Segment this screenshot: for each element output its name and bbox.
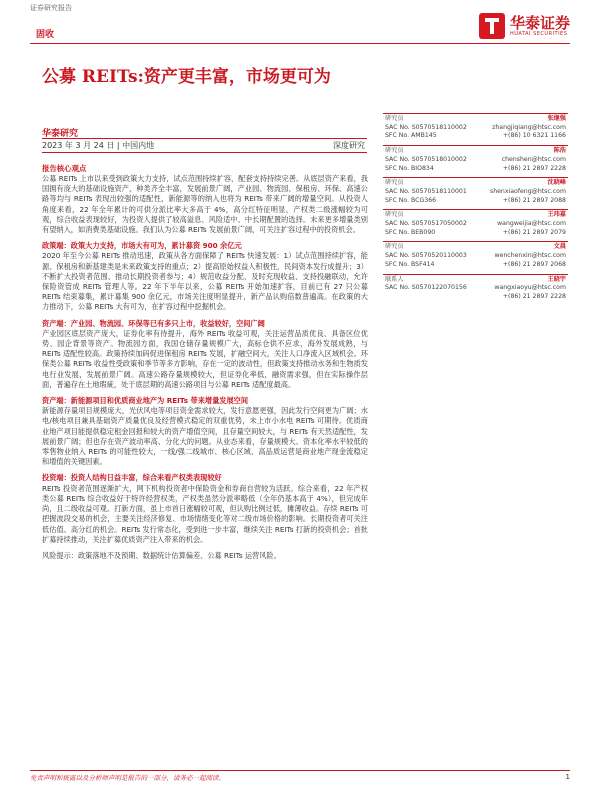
analyst-phone: +(86) 21 2897 2079 bbox=[502, 228, 566, 236]
section-body: 产业园区底层资产庞大，证券化率有待提升，海外 REITs 收益可观，关注运营品质优良、具备区位优势、园企背景等资产。物流园方面，我国仓储存量规模广大，高标仓供不应求，海外发展成熟，与 REITs 适配性较高。政策持续加码促进保租房 REITs 发展，扩融空间大，关注人口净流入区域机会。环保类公募 REITs 收益性受政策和季节等多方影响，存在一定的波动性，但政策支持推动水务和生物质发电行业发展，发展前景广阔。高速公路存量规模较大，但证券化率低，融资需求强，但在实际操作层面，普遍存在土地瑕疵，处于底层期的高速公路项目与公募 REITs 适配度最高。 bbox=[42, 328, 368, 389]
logo-name-cn: 华泰证券 bbox=[509, 14, 570, 32]
sac-number: S0570122070156 bbox=[411, 284, 467, 292]
report-kind: 深度研究 bbox=[333, 141, 365, 150]
analyst-role: 研究员 bbox=[385, 243, 404, 251]
sfc-label: SFC No. bbox=[385, 132, 410, 140]
section-body: 公募 REITs 上市以来受到政策大力支持，试点范围持续扩容，配套支持持续完善。从底层资产来看，我国拥有庞大的基础设施资产，种类齐全丰富，发展前景广阔，产业园、物流园、保租房、环保、高速公路等均与 REITs 表现出较强的适配性，新能源等的纳入也将为 REITs 带来广阔的增量空间。从投资人角度来看，22 年全年累计的可供分派比率大多高于 4%，高分红特征明显，产权类二级涨幅较为可观，综合收益表现较好，为投资人提供了较高溢息、风险适中、中长期配置的选择。未来更多增量类别有望纳入，如消费类基础设施。我们认为公募 REITs 发展前景广阔，可关注扩容过程中的投资机会。 bbox=[42, 174, 368, 235]
analyst-email[interactable]: wangxiaoyu@htsc.com bbox=[494, 284, 566, 292]
analyst-name: 文晨 bbox=[553, 243, 566, 251]
analyst-phone: +(86) 21 2897 2228 bbox=[502, 164, 566, 172]
sfc-label: SFC No. bbox=[385, 164, 410, 172]
page-number: 1 bbox=[565, 773, 570, 781]
header-divider bbox=[30, 43, 570, 44]
report-title: 公募 REITs:资产更丰富，市场更可为 bbox=[42, 67, 331, 87]
sfc-number: BSF414 bbox=[411, 260, 435, 268]
sac-label: SAC No. bbox=[385, 155, 410, 163]
analyst-phone: +(86) 21 2897 2228 bbox=[502, 292, 566, 300]
sac-number: S0570518110002 bbox=[411, 123, 467, 131]
main-content bbox=[42, 163, 368, 565]
analyst-card bbox=[383, 274, 568, 306]
sfc-label: SFC No. bbox=[385, 228, 410, 236]
section-heading: 投资端：投资人结构日益丰富，综合来看产权类表现较好 bbox=[42, 473, 222, 483]
huatai-logo-icon bbox=[479, 13, 505, 39]
section-tag: 固收 bbox=[36, 30, 55, 40]
sac-number: S0570518110001 bbox=[411, 187, 467, 195]
analyst-card bbox=[383, 145, 568, 177]
analyst-name: 沈晓峰 bbox=[547, 179, 566, 187]
sac-label: SAC No. bbox=[385, 284, 410, 292]
sac-number: S0570518010002 bbox=[411, 155, 467, 163]
sfc-number: BCG366 bbox=[411, 196, 437, 204]
section-heading: 政策端：政策大力支持，市场大有可为，累计募资 900 余亿元 bbox=[42, 241, 242, 251]
analyst-email[interactable]: chenshen@htsc.com bbox=[501, 155, 566, 163]
section-body: 新能源存量项目规模庞大，光伏风电等项目资金需求较大，发行意愿更强，因此发行空间更为广阔；水电/核电项目兼具基础资产质量优良及经营模式稳定的双重优势，未上市小水电 REITs 可期待。优质商业地产项目能提供稳定租金回报和较大的资产增值空间，且存量空间较大，与 REITs 有天然适配性，发展前景广阔；但也存在资产波动率高、分化大的问题。从业态来看，存量规模大、资本化率水平较低的零售物业纳入 REITs 的可能性较大，一线/强二线城市、核心区域、高品质运营是商业地产现金流稳定和增值的关键因素。 bbox=[42, 406, 368, 467]
sac-number: S0570517050002 bbox=[411, 220, 467, 228]
section-heading: 资产端：产业园、物流园、环保等已有多只上市，收益较好，空间广阔 bbox=[42, 318, 265, 328]
sac-label: SAC No. bbox=[385, 123, 410, 131]
analyst-name: 王晓宇 bbox=[547, 275, 566, 283]
sac-label: SAC No. bbox=[385, 187, 410, 195]
logo bbox=[479, 13, 570, 39]
analyst-email[interactable]: wangweijia@htsc.com bbox=[497, 220, 566, 228]
sac-label: SAC No. bbox=[385, 252, 410, 260]
section-body: 2020 年至今公募 REITs 推动迅速，政策从各方面保障了 REITs 快速发展：1）试点范围持续扩容，能源、保租房和新基建类是未来政策支持的重点；2）提高原始权益人积极性，民间资本发行成提升；3）不断扩大投资者范围、推动长期投资者参与；4）规范收益分配、及时充现收益、支持投融联动，允许保险资管成 REITs 管理人等。22 年下半年以来，公募 REITs 开始加速扩容，目前已有 27 只公募 REITs 结束募集，累计募集 900 余亿元，市场关注度明显提升，新产品认购倍数普遍高。在政策的大力推动下，公募 REITs 大有可为，在扩容过程中挖掘机会。 bbox=[42, 251, 368, 312]
sfc-number: BIO834 bbox=[411, 164, 434, 172]
analyst-name: 陈浩 bbox=[553, 147, 566, 155]
analyst-email[interactable]: zhangjiqiang@htsc.com bbox=[492, 123, 566, 131]
dateline: 2023 年 3 月 24 日 | 中国内地 深度研究 bbox=[42, 138, 367, 153]
analyst-card bbox=[383, 113, 568, 145]
section-body: REITs 投资者范围逐渐扩大，网下机构投资者中保险资金和券商自营较为活跃。综合来看，22 年产权类公募 REITs 综合收益好于特许经营权类，产权类虽然分派率略低（全年仍基本高于 4%），但完成年尚，且二级收益可观。打新方面，虽上市首日涨幅较可观，但认购比例过低，摊薄收益。存续 REITs 可把握波段交易的机会，主要关注经济修复、市场情绪变化等对二级市场价格的影响。长期投资者可关注低估值、高分红的机会。REITs 发行常态化，受到进一步丰富，继续关注 REITs 打新的投资机会；首批扩募持续推动，关注扩募优质资产注入带来的机会。 bbox=[42, 483, 368, 544]
analyst-email[interactable]: shenxiaofeng@htsc.com bbox=[489, 187, 566, 195]
analyst-name: 王玮嘉 bbox=[547, 211, 566, 219]
research-label: 华泰研究 bbox=[42, 129, 79, 139]
logo-name-en: HUATAI SECURITIES bbox=[509, 31, 568, 37]
report-region: 中国内地 bbox=[122, 141, 155, 150]
sfc-label: SFC No. bbox=[385, 260, 410, 268]
report-date: 2023 年 3 月 24 日 bbox=[42, 141, 115, 150]
analyst-role: 研究员 bbox=[385, 115, 404, 122]
sac-label: SAC No. bbox=[385, 220, 410, 228]
analyst-name: 张继强 bbox=[547, 115, 566, 122]
sfc-label: SFC No. bbox=[385, 196, 410, 204]
section-heading: 报告核心观点 bbox=[42, 164, 87, 173]
sac-number: S0570520110003 bbox=[411, 252, 467, 260]
analyst-role: 研究员 bbox=[385, 147, 404, 155]
analyst-email[interactable]: wenchenxin@htsc.com bbox=[494, 252, 566, 260]
analyst-card bbox=[383, 177, 568, 209]
analyst-phone: +(86) 21 2897 2068 bbox=[502, 260, 566, 268]
analyst-phone: +(86) 10 6321 1166 bbox=[502, 132, 566, 140]
risk-warning: 风险提示：政策落地不及预期、数据统计估算偏差、公募 REITs 运营风险。 bbox=[42, 550, 281, 560]
footer-divider bbox=[30, 770, 570, 771]
report-type: 证券研究报告 bbox=[30, 4, 72, 12]
analyst-role: 研究员 bbox=[385, 179, 404, 187]
analyst-card bbox=[383, 209, 568, 241]
analyst-card bbox=[383, 241, 568, 273]
sfc-number: BEB090 bbox=[411, 228, 436, 236]
analyst-role: 联系人 bbox=[385, 275, 404, 283]
analyst-role: 研究员 bbox=[385, 211, 404, 219]
sfc-number: AMB145 bbox=[411, 132, 437, 140]
footer-disclaimer: 免责声明和披露以及分析师声明是报告的一部分，请务必一起阅读。 bbox=[30, 774, 225, 782]
analyst-panel bbox=[383, 113, 568, 306]
section-heading: 资产端：新能源项目和优质商业地产为 REITs 带来增量发展空间 bbox=[42, 396, 249, 406]
analyst-phone: +(86) 21 2897 2088 bbox=[502, 196, 566, 204]
